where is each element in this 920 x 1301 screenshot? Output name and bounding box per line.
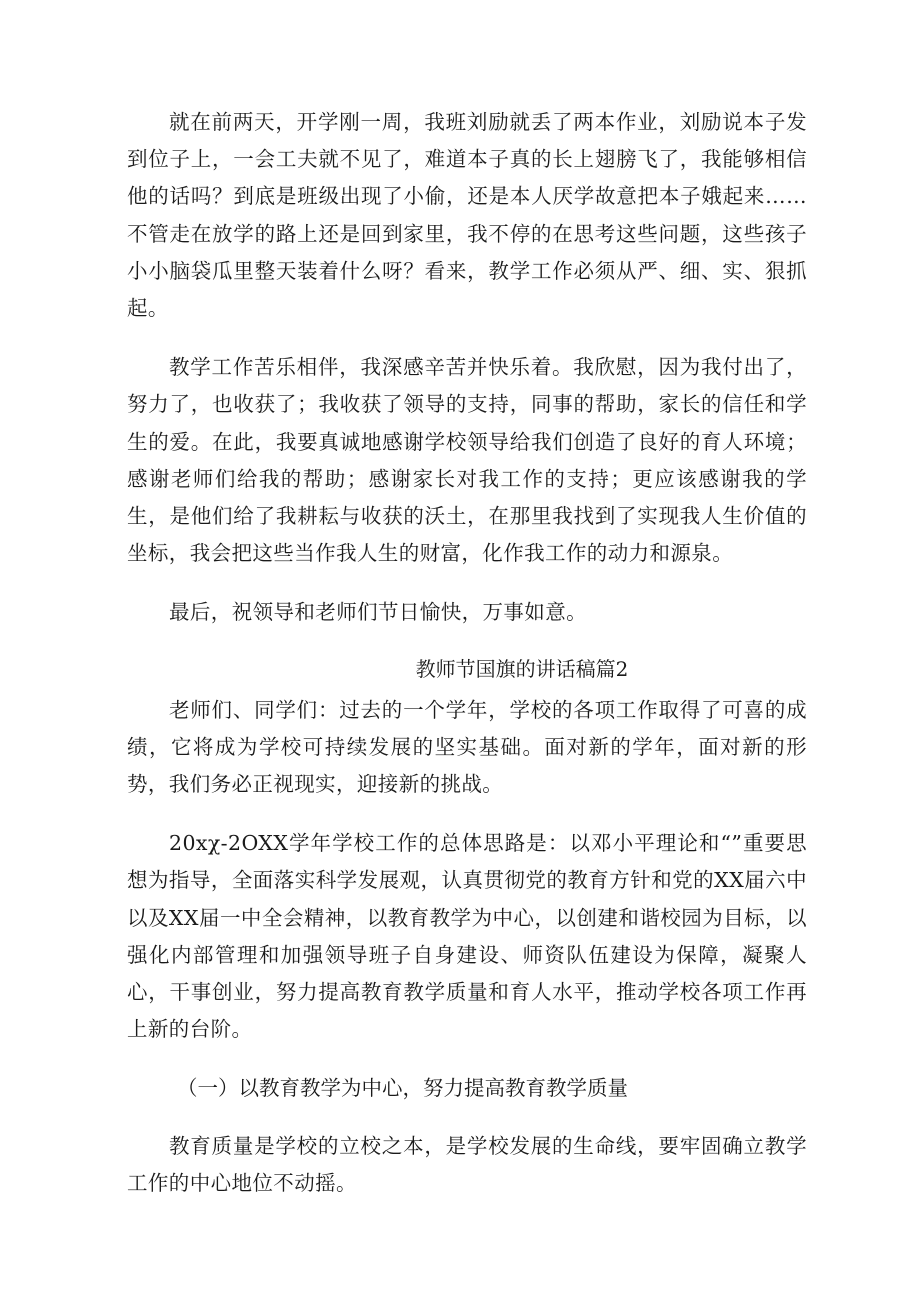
paragraph-education-quality: 教育质量是学校的立校之本，是学校发展的生命线，要牢固确立教学工作的中心地位不动摇。	[127, 1133, 807, 1195]
paragraph-closing-wishes: 最后，祝领导和老师们节日愉快，万事如意。	[169, 600, 587, 625]
subsection-heading: （一）以教育教学为中心，努力提高教育教学质量	[177, 1076, 628, 1101]
section-heading: 教师节国旗的讲话稿篇2	[415, 656, 629, 681]
paragraph-gratitude: 教学工作苦乐相伴，我深感辛苦并快乐着。我欣慰，因为我付出了，努力了，也收获了；我收获了领导的支持，同事的帮助，家长的信任和学生的爱。在此，我要真诚地感谢学校领导给我们创造了良好的育人环境；感谢老师们给我的帮助；感谢家长对我工作的支持；更应该感谢我的学生，是他们给了我耕耘与收获的沃土，在那里我找到了实现我人生价值的坐标，我会把这些当作我人生的财富，化作我工作的动力和源泉。	[127, 355, 807, 566]
paragraph-greeting: 老师们、同学们：过去的一个学年，学校的各项工作取得了可喜的成绩，它将成为学校可持续发展的坚实基础。面对新的学年，面对新的形势，我们务必正视现实，迎接新的挑战。	[127, 697, 807, 797]
paragraph-overall-plan: 20xχ-2OXX学年学校工作的总体思路是：以邓小平理论和“”重要思想为指导，全面落实科学发展观，认真贯彻党的教育方针和党的XX届六中以及XX届一中全会精神，以教育教学为中心，以创建和谐校园为目标，以强化内部管理和加强领导班子自身建设、师资队伍建设为保障，凝聚人心，干事创业，努力提高教育教学质量和育人水平，推动学校各项工作再上新的台阶。	[127, 831, 807, 1042]
paragraph-lost-homework: 就在前两天，开学刚一周，我班刘励就丢了两本作业，刘励说本子发到位子上，一会工夫就不见了，难道本子真的长上翅膀飞了，我能够相信他的话吗？到底是班级出现了小偷，还是本人厌学故意把本子娥起来……不管走在放学的路上还是回到家里，我不停的在思考这些问题，这些孩子小小脑袋瓜里整天装着什么呀？看来，教学工作必须从严、细、实、狠抓起。	[127, 110, 807, 321]
